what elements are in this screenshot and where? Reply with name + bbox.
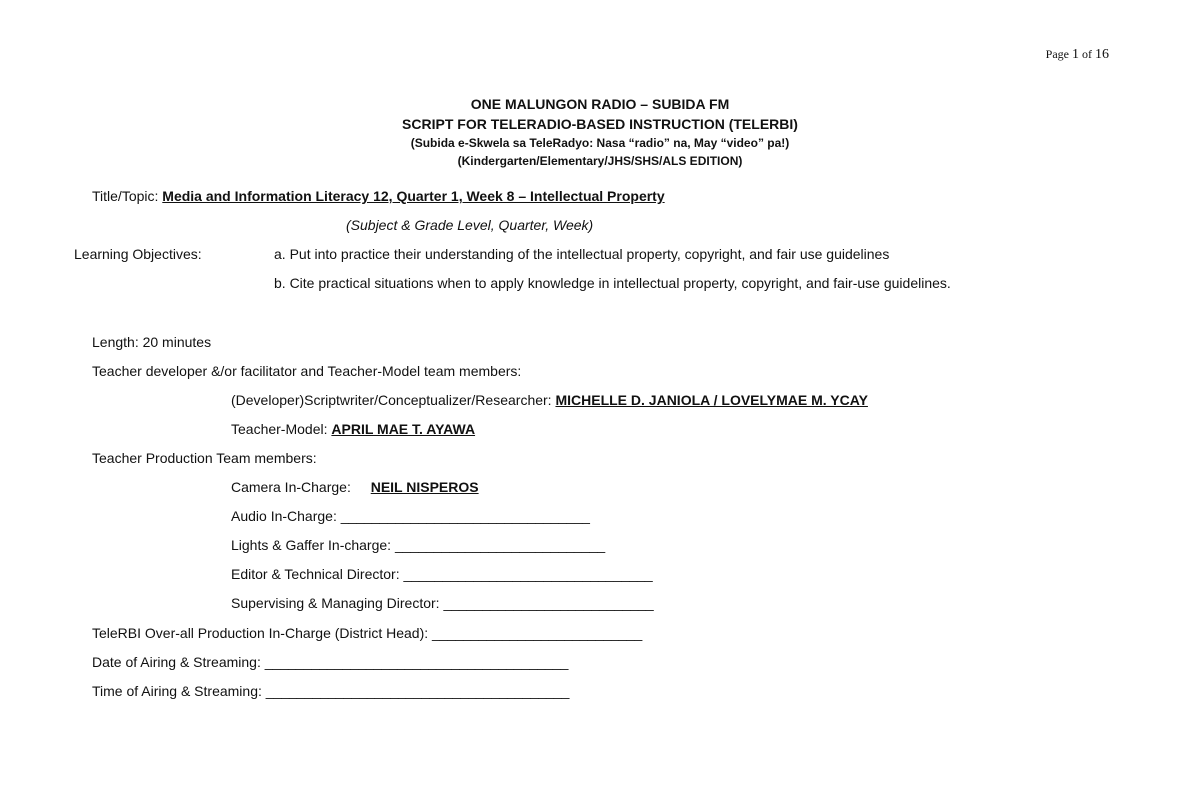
audio-label: Audio In-Charge:: [231, 508, 337, 524]
objective-a: a. Put into practice their understanding of the intellectual property, copyright, and fair use guidelines: [274, 246, 890, 262]
objectives-label: Learning Objectives:: [74, 246, 202, 262]
header-script-title: SCRIPT FOR TELERADIO-BASED INSTRUCTION (TELERBI): [402, 116, 798, 132]
title-hint: (Subject & Grade Level, Quarter, Week): [346, 217, 594, 233]
date-blank: _______________________________________: [264, 654, 569, 670]
length: Length: 20 minutes: [92, 334, 212, 350]
overall-row: [92, 624, 642, 642]
editor-row: [231, 565, 653, 583]
developer-label: (Developer)Scriptwriter/Conceptualizer/Researcher:: [231, 392, 552, 408]
overall-label: TeleRBI Over-all Production In-Charge (District Head):: [92, 625, 429, 641]
audio-blank: ________________________________: [340, 508, 590, 524]
team-heading: Teacher developer &/or facilitator and Teacher-Model team members:: [92, 363, 522, 379]
header-station: ONE MALUNGON RADIO – SUBIDA FM: [470, 96, 730, 112]
lights-label: Lights & Gaffer In-charge:: [231, 537, 392, 553]
document-header: [0, 94, 1200, 170]
page-current: 1: [1072, 47, 1079, 62]
teacher-model-label: Teacher-Model:: [231, 421, 328, 437]
production-heading: Teacher Production Team members:: [92, 450, 317, 466]
supervising-row: [231, 594, 654, 612]
objective-b: b. Cite practical situations when to apply knowledge in intellectual property, copyright, and fair-use guidelines.: [274, 275, 951, 291]
audio-row: [231, 507, 590, 525]
page-number: [1046, 47, 1109, 63]
camera-value: NEIL NISPEROS: [370, 479, 479, 495]
page-total: 16: [1095, 47, 1109, 62]
camera-row: [231, 478, 479, 496]
header-edition: (Kindergarten/Elementary/JHS/SHS/ALS EDITION): [457, 154, 743, 168]
supervising-blank: ___________________________: [443, 595, 654, 611]
header-tagline: (Subida e-Skwela sa TeleRadyo: Nasa “radio” na, May “video” pa!): [410, 136, 790, 150]
title-value: Media and Information Literacy 12, Quarter 1, Week 8 – Intellectual Property: [162, 188, 665, 204]
editor-blank: ________________________________: [403, 566, 653, 582]
date-label: Date of Airing & Streaming:: [92, 654, 261, 670]
time-blank: _______________________________________: [265, 683, 570, 699]
developer-value: MICHELLE D. JANIOLA / LOVELYMAE M. YCAY: [555, 392, 868, 408]
camera-label: Camera In-Charge:: [231, 479, 351, 495]
overall-blank: ___________________________: [432, 625, 643, 641]
teacher-model-row: [231, 420, 475, 438]
lights-row: [231, 536, 605, 554]
teacher-model-value: APRIL MAE T. AYAWA: [331, 421, 476, 437]
date-row: [92, 653, 568, 671]
time-row: [92, 682, 569, 700]
lights-blank: ___________________________: [394, 537, 606, 553]
editor-label: Editor & Technical Director:: [231, 566, 400, 582]
title-label: Title/Topic:: [92, 188, 159, 204]
page-label: Page: [1045, 47, 1069, 61]
title-row: [92, 187, 665, 205]
page-of: of: [1082, 47, 1092, 61]
supervising-label: Supervising & Managing Director:: [231, 595, 440, 611]
developer-row: [231, 391, 868, 409]
time-label: Time of Airing & Streaming:: [92, 683, 262, 699]
